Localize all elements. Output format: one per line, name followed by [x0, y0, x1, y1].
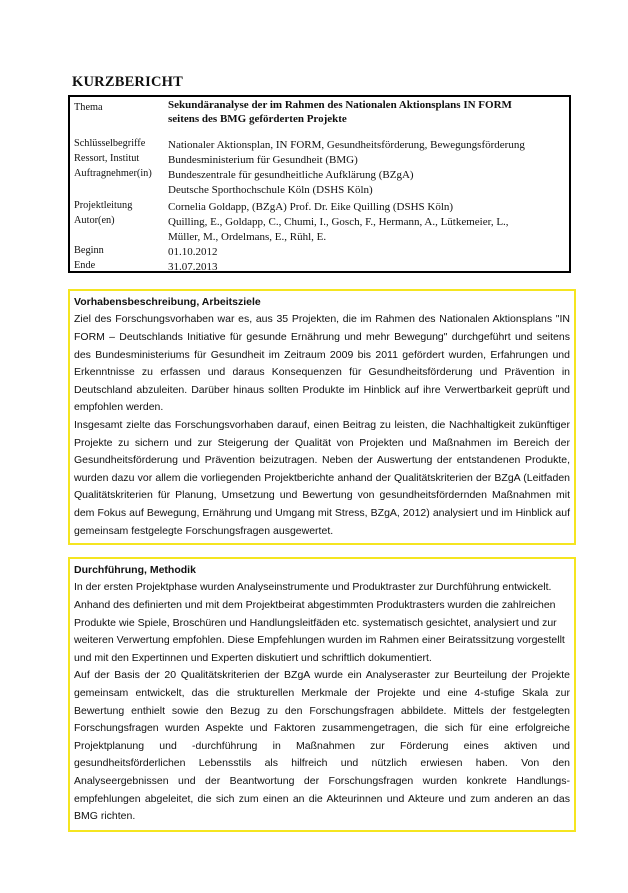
report-title: KURZBERICHT — [72, 74, 183, 90]
meta-value: 01.10.2012 — [168, 246, 218, 258]
meta-value: Quilling, E., Goldapp, C., Chumi, I., Gosch, F., Hermann, A., Lütkemeier, L., Müller, M., Ordelmans, E., Rühl, E. — [168, 216, 509, 243]
section-heading: Vorhabensbeschreibung, Arbeitsziele — [74, 296, 261, 308]
meta-label: Projektleitung — [74, 200, 133, 211]
meta-value-thema: Sekundäranalyse der im Rahmen des Nationalen Aktionsplans IN FORM seitens des BMG geförderten Projekte — [168, 99, 512, 125]
meta-label: Ende — [74, 260, 96, 271]
section-paragraph: In der ersten Projektphase wurden Analyseinstrumente und Produktraster zur Durchführung entwickelt. Anhand des definierten und mit dem Projektbeirat abgestimmten Produktrasters wurden die zahlreichen Produkte wie Spiele, Broschüren und Handlungsleitfäden etc. systematisch gesichtet, analysiert und zur weiteren Verwertung empfohlen. Diese Empfehlungen wurden im Rahmen einer Beiratssitzung vorgestellt und mit den Expertinnen und Experten diskutiert und schriftlich dokumentiert. — [74, 581, 565, 664]
section-vorhabensbeschreibung — [68, 289, 576, 545]
section-paragraph: Auf der Basis der 20 Qualitätskriterien der BZgA wurde ein Analyseraster zur Beurteilung der Projekte gemeinsam entwickelt, das die strukturellen Merkmale der Projekte und eine 4-stufige Skala zur Bewertung enthielt sowie den Bezug zu den Forschungsfragen abbildete. Mittels der festgelegten Forschungsfragen wurden Aspekte und Faktoren zusammengetragen, die sich für eine erfolgreiche Projektplanung und -durchführung in Maßnahmen zur Förderung eines aktiven und gesundheitsförderlichen Lebensstils als hilfreich und nützlich erwiesen haben. Von den Analyseergebnissen und der Beantwortung der Forschungsfragen wurden konkrete Handlungs-empfehlungen abgeleitet, die sich zum einen an die Akteurinnen und Akteure und zum anderen an das BMG richten. — [74, 669, 570, 823]
section-paragraph: Ziel des Forschungsvorhaben war es, aus 35 Projekten, die im Rahmen des Nationalen Aktionsplans "IN FORM – Deutschlands Initiative für gesunde Ernährung und mehr Bewegung" durchgeführt und seitens des Bundesministeriums für Gesundheit im Zeitraum 2009 bis 2011 gefördert wurden, Erfahrungen und Erkenntnisse zu erfassen und daraus Konsequenzen für Gesundheitsförderung und Prävention in Deutschland abzuleiten. Darüber hinaus sollten Produkte im Hinblick auf ihre Verwertbarkeit geprüft und empfohlen werden. — [74, 313, 570, 414]
meta-label: Schlüsselbegriffe — [74, 138, 146, 149]
meta-label: Thema — [74, 102, 103, 113]
meta-label: Ressort, Institut — [74, 153, 140, 164]
meta-label: Auftragnehmer(in) — [74, 168, 152, 179]
section-durchfuehrung — [68, 557, 576, 832]
metadata-table — [68, 95, 571, 273]
section-heading: Durchführung, Methodik — [74, 564, 196, 576]
meta-label: Autor(en) — [74, 215, 115, 226]
meta-label: Beginn — [74, 245, 104, 256]
meta-value: Bundeszentrale für gesundheitliche Aufklärung (BZgA) Deutsche Sporthochschule Köln (DSHS Köln) — [168, 169, 414, 196]
meta-value: Bundesministerium für Gesundheit (BMG) — [168, 154, 358, 166]
section-paragraph: Insgesamt zielte das Forschungsvorhaben darauf, einen Beitrag zu leisten, die Nachhaltigkeit zukünftiger Projekte zu sichern und zur Steigerung der Qualität von Projekten und Maßnahmen im Bereich der Gesundheitsförderung und Prävention beizutragen. Neben der Auswertung der entstandenen Produkte, wurden dazu vor allem die vorliegenden Projektberichte anhand der Qualitätskriterien der BZgA (Leitfaden Qualitätskriterien für Planung, Umsetzung und Bewertung von gesundheitsfördernden Maßnahmen mit dem Fokus auf Bewegung, Ernährung und Umgang mit Stress, BZgA, 2012) analysiert und im Hinblick auf gemeinsam festgelegte Forschungsfragen ausgewertet. — [74, 418, 570, 537]
meta-value: Nationaler Aktionsplan, IN FORM, Gesundheitsförderung, Bewegungsförderung — [168, 139, 525, 151]
meta-value: Cornelia Goldapp, (BZgA) Prof. Dr. Eike Quilling (DSHS Köln) — [168, 201, 454, 213]
meta-value: 31.07.2013 — [168, 261, 218, 273]
